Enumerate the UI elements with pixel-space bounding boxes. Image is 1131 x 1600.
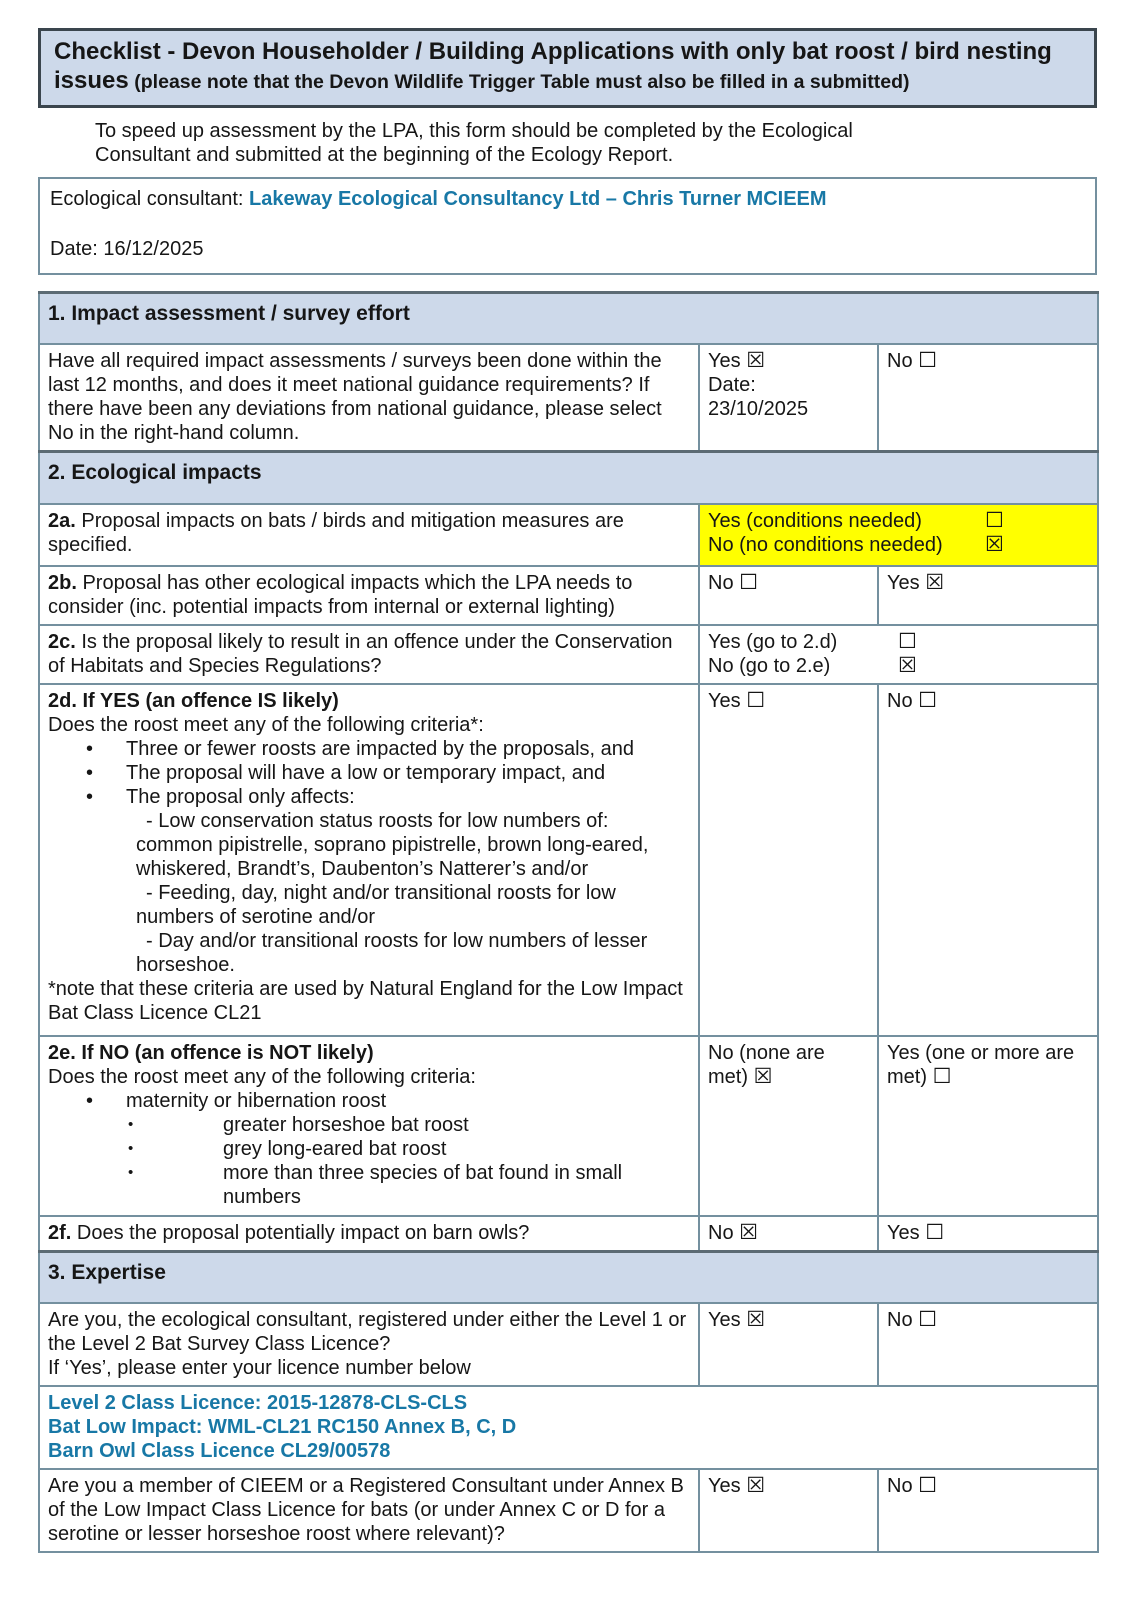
- survey-no-label: No: [887, 350, 913, 373]
- question-2d-sub-1: - Low conservation status roosts for low numbers of: common pipistrelle, soprano pipistrelle, brown long-eared, whiskered, Brandt’s, Daubenton’s Natterer’s and/or: [136, 809, 649, 880]
- section-3-row: [39, 1251, 1098, 1303]
- question-2d-sub: Does the roost meet any of the following criteria*:: [48, 713, 484, 736]
- date-value: 16/12/2025: [103, 237, 204, 260]
- answer-expertise-2-no-cell: [878, 1469, 1098, 1552]
- checkbox-2f-yes[interactable]: ☐: [925, 1219, 945, 1244]
- checkbox-2d-yes[interactable]: ☐: [746, 687, 766, 712]
- checkbox-expertise-2-yes[interactable]: ☒: [746, 1473, 766, 1498]
- option-2c-yes-label: Yes (go to 2.d): [708, 630, 838, 653]
- checkbox-2c-no[interactable]: ☒: [898, 652, 917, 677]
- checkbox-2c-yes[interactable]: ☐: [898, 628, 917, 653]
- question-2d-bullet-2: • The proposal will have a low or temporary impact, and: [48, 761, 690, 785]
- answer-expertise-2-no-label: No: [887, 1475, 913, 1498]
- answer-2e-yes-cell: [878, 1036, 1098, 1216]
- date-line: [50, 237, 1085, 261]
- checkbox-survey-no[interactable]: ☐: [918, 348, 937, 373]
- question-expertise-1-line2: If ‘Yes’, please enter your licence number below: [48, 1357, 471, 1380]
- answer-2d-no-label: No: [887, 689, 913, 712]
- question-2d-bullet-3: • The proposal only affects:: [48, 785, 690, 809]
- option-2a-no: [708, 533, 1089, 557]
- question-2b-text: Proposal has other ecological impacts which the LPA needs to consider (inc. potential impacts from internal or external lighting): [48, 571, 633, 618]
- checkbox-expertise-2-no[interactable]: ☐: [918, 1473, 937, 1498]
- checkbox-2f-no[interactable]: ☒: [739, 1219, 758, 1244]
- question-2d: [39, 684, 699, 1036]
- question-2e-heading: 2e. If NO (an offence is NOT likely): [48, 1041, 374, 1064]
- answer-expertise-2-yes-label: Yes: [708, 1475, 741, 1498]
- survey-date-value: 23/10/2025: [708, 398, 809, 421]
- checkbox-2e-no[interactable]: ☒: [753, 1063, 773, 1088]
- consultant-line: [50, 187, 1085, 211]
- licence-line-2: Bat Low Impact: WML-CL21 RC150 Annex B, C, D: [48, 1416, 517, 1439]
- answer-expertise-1-no-cell: [878, 1303, 1098, 1386]
- option-2c-yes: [708, 630, 1089, 654]
- question-expertise-1-line1: Are you, the ecological consultant, registered under either the Level 1 or the Level 2 Bat Survey Class Licence?: [48, 1309, 687, 1356]
- row-2f: [39, 1216, 1098, 1252]
- answer-2d-no-cell: [878, 684, 1098, 1036]
- row-licences: [39, 1386, 1098, 1469]
- question-2e-sub-1: • greater horseshoe bat roost: [48, 1113, 690, 1137]
- answer-2b-no-cell: [699, 566, 878, 625]
- answer-2f-yes-label: Yes: [887, 1221, 920, 1244]
- question-2e: [39, 1036, 699, 1216]
- answer-2e-yes-label: Yes (one or more are met): [887, 1041, 1075, 1088]
- question-expertise-2-text: Are you a member of CIEEM or a Registered Consultant under Annex B of the Low Impact Class Licence for bats (or under Annex C or D for a serotine or lesser horseshoe roost where relevant)?: [48, 1475, 684, 1546]
- checkbox-expertise-1-no[interactable]: ☐: [918, 1307, 937, 1332]
- answer-2c-cell: [699, 625, 1098, 684]
- licence-line-3: Barn Owl Class Licence CL29/00578: [48, 1440, 391, 1463]
- answer-2a-cell: [699, 504, 1098, 566]
- question-2e-sub-2: • grey long-eared bat roost: [48, 1137, 690, 1161]
- question-2d-bullet-1: • Three or fewer roosts are impacted by the proposals, and: [48, 737, 690, 761]
- question-2c-text: Is the proposal likely to result in an offence under the Conservation of Habitats and Species Regulations?: [48, 630, 673, 677]
- option-2a-no-label: No (no conditions needed): [708, 533, 943, 556]
- form-title-note: (please note that the Devon Wildlife Trigger Table must also be filled in a submitted): [134, 70, 910, 93]
- option-2c-no: [708, 654, 1089, 678]
- consultant-box: [38, 177, 1097, 275]
- date-label: Date:: [50, 237, 98, 260]
- question-2b: [39, 566, 699, 625]
- answer-2f-yes-cell: [878, 1216, 1098, 1252]
- checkbox-expertise-1-yes[interactable]: ☒: [746, 1307, 766, 1332]
- consultant-name: Lakeway Ecological Consultancy Ltd – Chris Turner MCIEEM: [249, 187, 827, 210]
- option-2a-yes-label: Yes (conditions needed): [708, 509, 922, 532]
- section-3-header: 3. Expertise: [39, 1251, 1098, 1303]
- checkbox-survey-yes[interactable]: ☒: [746, 348, 766, 373]
- answer-2f-no-label: No: [708, 1221, 734, 1244]
- answer-2f-no-cell: [699, 1216, 878, 1252]
- checkbox-2a-no[interactable]: ☒: [985, 531, 1004, 556]
- question-expertise-2: [39, 1469, 699, 1552]
- checkbox-2b-yes[interactable]: ☒: [925, 569, 945, 594]
- answer-2b-yes-label: Yes: [887, 571, 920, 594]
- answer-survey-yes-cell: [699, 344, 878, 452]
- row-2a: [39, 504, 1098, 566]
- answer-survey-no-cell: [878, 344, 1098, 452]
- question-2e-sub: Does the roost meet any of the following criteria:: [48, 1065, 476, 1088]
- survey-date-label: Date:: [708, 374, 756, 397]
- question-2f-num: 2f.: [48, 1221, 72, 1244]
- option-2c-no-label: No (go to 2.e): [708, 654, 831, 677]
- answer-2e-no-cell: [699, 1036, 878, 1216]
- question-2c: [39, 625, 699, 684]
- form-title-banner: [38, 28, 1097, 108]
- question-2f-text: Does the proposal potentially impact on barn owls?: [76, 1221, 530, 1244]
- answer-2d-yes-cell: [699, 684, 878, 1036]
- question-2a: [39, 504, 699, 566]
- checkbox-2e-yes[interactable]: ☐: [932, 1063, 952, 1088]
- survey-yes-label: Yes: [708, 350, 741, 373]
- answer-2e-no-label: No (none are met): [708, 1041, 825, 1088]
- row-survey: [39, 344, 1098, 452]
- row-expertise-1: [39, 1303, 1098, 1386]
- option-2a-yes: [708, 509, 1089, 533]
- checkbox-2a-yes[interactable]: ☐: [985, 507, 1004, 532]
- survey-yes-line: [708, 349, 869, 373]
- row-2d: [39, 684, 1098, 1036]
- question-2e-sub-3: • more than three species of bat found in small numbers: [48, 1161, 690, 1209]
- answer-expertise-2-yes-cell: [699, 1469, 878, 1552]
- checkbox-2b-no[interactable]: ☐: [739, 569, 758, 594]
- row-2c: [39, 625, 1098, 684]
- answer-expertise-1-yes-cell: [699, 1303, 878, 1386]
- question-expertise-1: [39, 1303, 699, 1386]
- question-survey-text: Have all required impact assessments / surveys been done within the last 12 months, and does it meet national guidance requirements? If there have been any deviations from national guidance, please select No in the right-hand column.: [48, 350, 662, 445]
- row-2b: [39, 566, 1098, 625]
- question-2b-num: 2b.: [48, 571, 77, 594]
- licence-numbers-cell: [39, 1386, 1098, 1469]
- question-survey: [39, 344, 699, 452]
- licence-line-1: Level 2 Class Licence: 2015-12878-CLS-CLS: [48, 1392, 468, 1415]
- question-2e-bullet-1: • maternity or hibernation roost: [48, 1089, 690, 1113]
- question-2d-heading: 2d. If YES (an offence IS likely): [48, 689, 339, 712]
- checklist-table: [38, 291, 1099, 1554]
- question-2d-sub-2: - Feeding, day, night and/or transitional roosts for low numbers of serotine and/or: [136, 881, 616, 928]
- consultant-label: Ecological consultant:: [50, 187, 244, 210]
- question-2f: [39, 1216, 699, 1252]
- row-2e: [39, 1036, 1098, 1216]
- question-2a-num: 2a.: [48, 509, 76, 532]
- intro-text: To speed up assessment by the LPA, this form should be completed by the Ecological Consultant and submitted at the beginning of the Ecology Report.: [95, 119, 853, 166]
- checkbox-2d-no[interactable]: ☐: [918, 687, 937, 712]
- question-2c-num: 2c.: [48, 630, 76, 653]
- question-2a-text: Proposal impacts on bats / birds and mitigation measures are specified.: [48, 509, 624, 556]
- section-2-row: [39, 452, 1098, 504]
- question-2d-sub-3: - Day and/or transitional roosts for low numbers of lesser horseshoe.: [136, 929, 648, 976]
- answer-2b-no-label: No: [708, 571, 734, 594]
- answer-2d-yes-label: Yes: [708, 689, 741, 712]
- form-title: Checklist - Devon Householder / Building Applications with only bat roost / bird nesting issues: [54, 38, 1052, 94]
- answer-2b-yes-cell: [878, 566, 1098, 625]
- answer-expertise-1-yes-label: Yes: [708, 1309, 741, 1332]
- row-expertise-2: [39, 1469, 1098, 1552]
- section-2-header: 2. Ecological impacts: [39, 452, 1098, 504]
- section-1-header: 1. Impact assessment / survey effort: [39, 292, 1098, 344]
- section-1-row: [39, 292, 1098, 344]
- question-2d-note: *note that these criteria are used by Natural England for the Low Impact Bat Class Licence CL21: [48, 977, 683, 1024]
- answer-expertise-1-no-label: No: [887, 1309, 913, 1332]
